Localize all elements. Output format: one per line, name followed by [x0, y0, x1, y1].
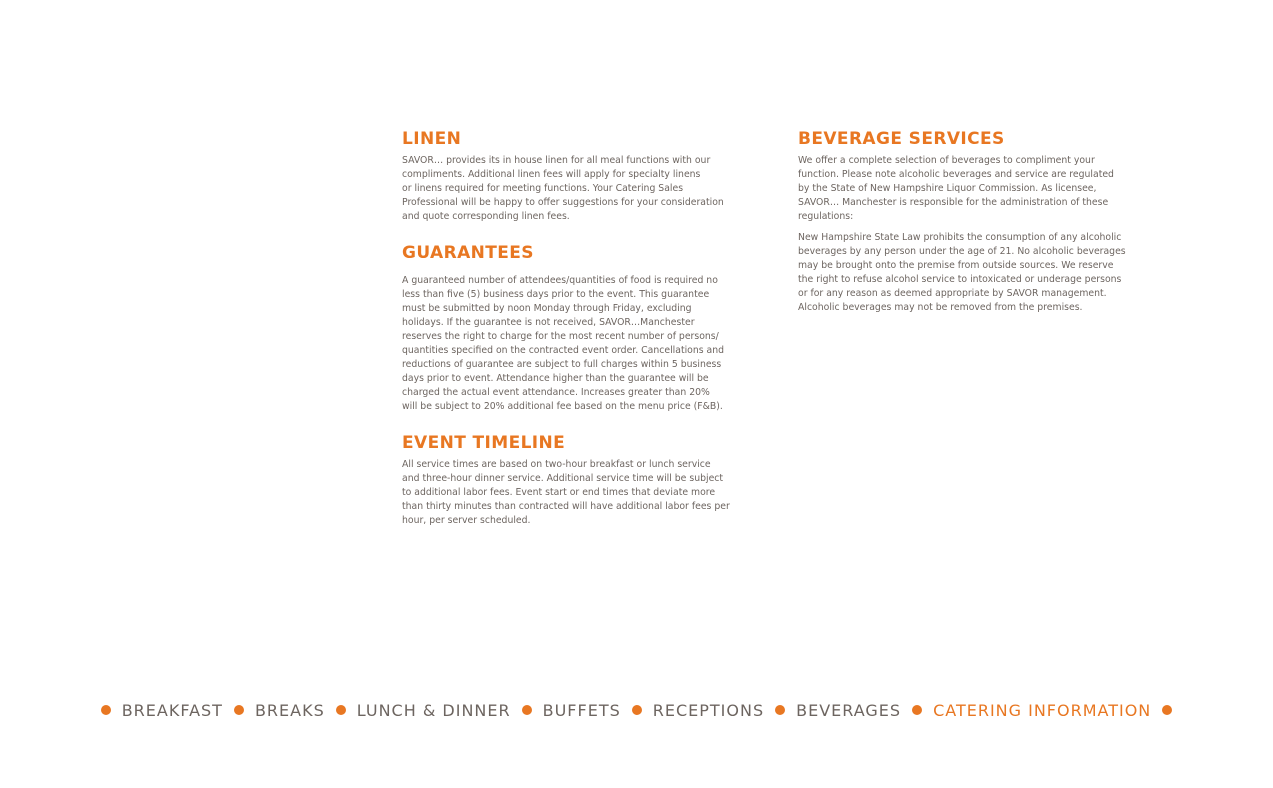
bullet-icon	[336, 705, 346, 715]
guarantees-section	[402, 242, 732, 414]
bullet-icon	[101, 705, 111, 715]
bullet-icon	[1162, 705, 1172, 715]
guarantees-heading: GUARANTEES	[402, 243, 534, 263]
beverage-services-heading: BEVERAGE SERVICES	[798, 129, 1005, 149]
guarantees-text: A guaranteed number of attendees/quantities of food is required no less than five (5) business days prior to the event. This guarantee must be submitted by noon Monday through Friday, excluding holidays. If the guarantee is not received, SAVOR…Manchester reserves the right to charge for the most recent number of persons/ quantities specified on the contracted event order. Cancellations and reductions of guarantee are subject to full charges within 5 business days prior to event. Attendance higher than the guarantee will be charged the actual event attendance. Increases greater than 20% will be subject to 20% additional fee based on the menu price (F&B).	[402, 275, 725, 412]
event-timeline-heading: EVENT TIMELINE	[402, 433, 566, 453]
linen-heading: LINEN	[402, 129, 462, 149]
nav-lunch-dinner[interactable]: LUNCH & DINNER	[356, 700, 511, 720]
nav-breakfast[interactable]: BREAKFAST	[121, 700, 223, 720]
beverage-law-text: New Hampshire State Law prohibits the consumption of any alcoholic beverages by any person under the age of 21. No alcoholic beverages may be brought onto the premise from outside sources. We reserve the right to refuse alcohol service to intoxicated or underage persons or for any reason as deemed appropriate by SAVOR management. Alcoholic beverages may not be removed from the premises.	[798, 232, 1126, 313]
bullet-icon	[912, 705, 922, 715]
bullet-icon	[775, 705, 785, 715]
event-timeline-text: All service times are based on two-hour breakfast or lunch service and three-hour dinner service. Additional service time will be subject to additional labor fees. Event start or end times that deviate more than thirty minutes than contracted will have additional labor fees per hour, per server scheduled.	[402, 459, 730, 526]
beverage-services-text: We offer a complete selection of beverages to compliment your function. Please note alcoholic beverages and service are regulated by the State of New Hampshire Liquor Commission. As licensee, SAVOR… Manchester is responsible for the administration of these regulations:	[798, 155, 1114, 222]
bullet-icon	[632, 705, 642, 715]
left-column	[402, 128, 732, 546]
nav-beverages[interactable]: BEVERAGES	[796, 700, 902, 720]
section-nav	[0, 698, 1273, 722]
event-timeline-section	[402, 432, 732, 528]
right-column	[798, 128, 1128, 315]
nav-buffets[interactable]: BUFFETS	[542, 700, 621, 720]
linen-section	[402, 128, 732, 224]
nav-catering-information[interactable]: CATERING INFORMATION	[933, 700, 1152, 720]
bullet-icon	[234, 705, 244, 715]
nav-receptions[interactable]: RECEPTIONS	[652, 700, 765, 720]
linen-text: SAVOR… provides its in house linen for all meal functions with our compliments. Additional linen fees will apply for specialty linens or linens required for meeting functions. Your Catering Sales Professional will be happy to offer suggestions for your consideration and quote corresponding linen fees.	[402, 155, 724, 222]
nav-breaks[interactable]: BREAKS	[254, 700, 325, 720]
bullet-icon	[522, 705, 532, 715]
